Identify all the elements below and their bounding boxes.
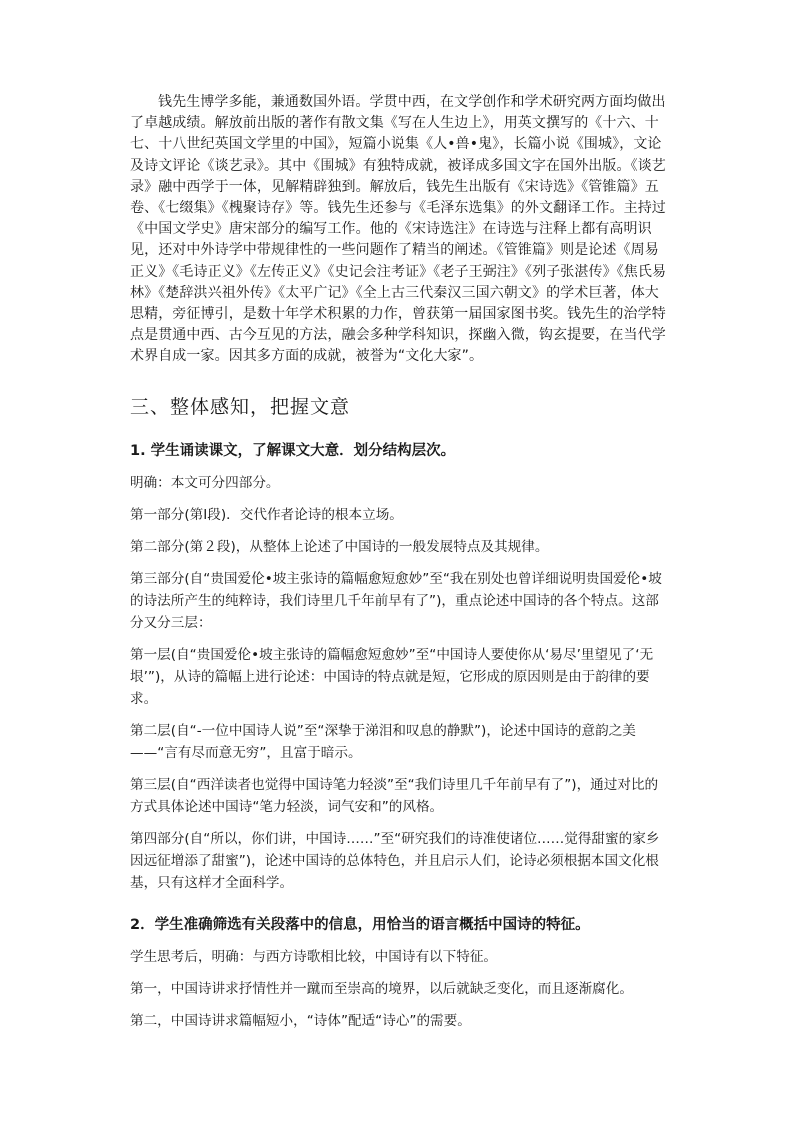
q1-layer-3: 第三层(自“西洋读者也觉得中国诗笔力轻淡”至“我们诗里几千年前早有了”)，通过对比的方式具体论述中国诗“笔力轻淡，词气安和”的风格。 [130, 776, 659, 815]
q1-part-4: 第四部分(自“所以，你们讲，中国诗……”至“研究我们的诗准使诸位……觉得甜蜜的家乡因远征增添了甜蜜”)，论述中国诗的总体特色，并且启示人们，论诗必须根据本国文化根基，只有这样才全面科学。 [130, 830, 660, 891]
q2-feature-2: 第二，中国诗讲求篇幅短小，“诗体”配适“诗心”的需要。 [130, 1012, 471, 1029]
q2-answer-intro: 学生思考后，明确：与西方诗歌相比较，中国诗有以下特征。 [130, 948, 498, 965]
q2-feature-1: 第一，中国诗讲求抒情性并一蹴而至崇高的境界，以后就缺乏变化，而且逐渐腐化。 [130, 980, 633, 997]
question-1: 1. 学生诵读课文，了解课文大意．划分结构层次。 [130, 442, 456, 459]
q1-layer-1: 第一层(自“贵国爱伦•坡主张诗的篇幅愈短愈妙”至“中国诗人要使你从‘易尽’里望见了‘无垠’”)，从诗的篇幅上进行论述：中国诗的特点就是短，它形成的原因则是由于韵律的要求。 [130, 646, 654, 707]
q1-part-1: 第一部分(第Ⅰ段)．交代作者论诗的根本立场。 [130, 506, 403, 523]
section-heading: 三、整体感知，把握文意 [130, 395, 351, 418]
q1-part-2: 第二部分(第２段)，从整体上论述了中国诗的一般发展特点及其规律。 [130, 538, 549, 555]
document-page [130, 92, 670, 1032]
q1-answer-intro: 明确：本文可分四部分。 [130, 474, 280, 491]
q1-part-3: 第三部分(自“贵国爱伦•坡主张诗的篇幅愈短愈妙”至“我在别处也曾详细说明贵国爱伦•坡的诗法所产生的纯粹诗，我们诗里几千年前早有了”)，重点论述中国诗的各个特点。这部分又分三层： [130, 570, 662, 631]
q1-layer-2: 第二层(自“-一位中国诗人说”至“深挚于涕泪和叹息的静默”)，论述中国诗的意韵之美——“言有尽而意无穷”，且富于暗示。 [130, 722, 636, 761]
intro-paragraph: 钱先生博学多能，兼通数国外语。学贯中西，在文学创作和学术研究两方面均做出了卓越成绩。解放前出版的著作有散文集《写在人生边上》，用英文撰写的《十六、十七、十八世纪英国文学里的中国》，短篇小说集《人•兽•鬼》，长篇小说《围城》，文论及诗文评论《谈艺录》。其中《围城》有独特成就，被译成多国文字在国外出版。《谈艺录》融中西学于一体，见解精辟独到。解放后，钱先生出版有《宋诗选》《管锥篇》五卷、《七缀集》《槐聚诗存》等。钱先生还参与《毛泽东选集》的外文翻译工作。主持过《中国文学史》唐宋部分的编写工作。他的《宋诗选注》在诗选与注释上都有高明识见，还对中外诗学中带规律性的一些问题作了精当的阐述。《管锥篇》则是论述《周易正义》《毛诗正义》《左传正义》《史记会注考证》《老子王弼注》《列子张湛传》《焦氏易林》《楚辞洪兴祖外传》《太平广记》《全上古三代秦汉三国六朝文》的学术巨著，体大思精，旁征博引，是数十年学术积累的力作，曾获第一届国家图书奖。钱先生的治学特点是贯通中西、古今互见的方法，融会多种学科知识，探幽入微，钩玄提要，在当代学术界自成一家。因其多方面的成就，被誉为“文化大家”。 [130, 94, 667, 365]
question-2: 2．学生准确筛选有关段落中的信息，用恰当的语言概括中国诗的特征。 [130, 916, 590, 933]
